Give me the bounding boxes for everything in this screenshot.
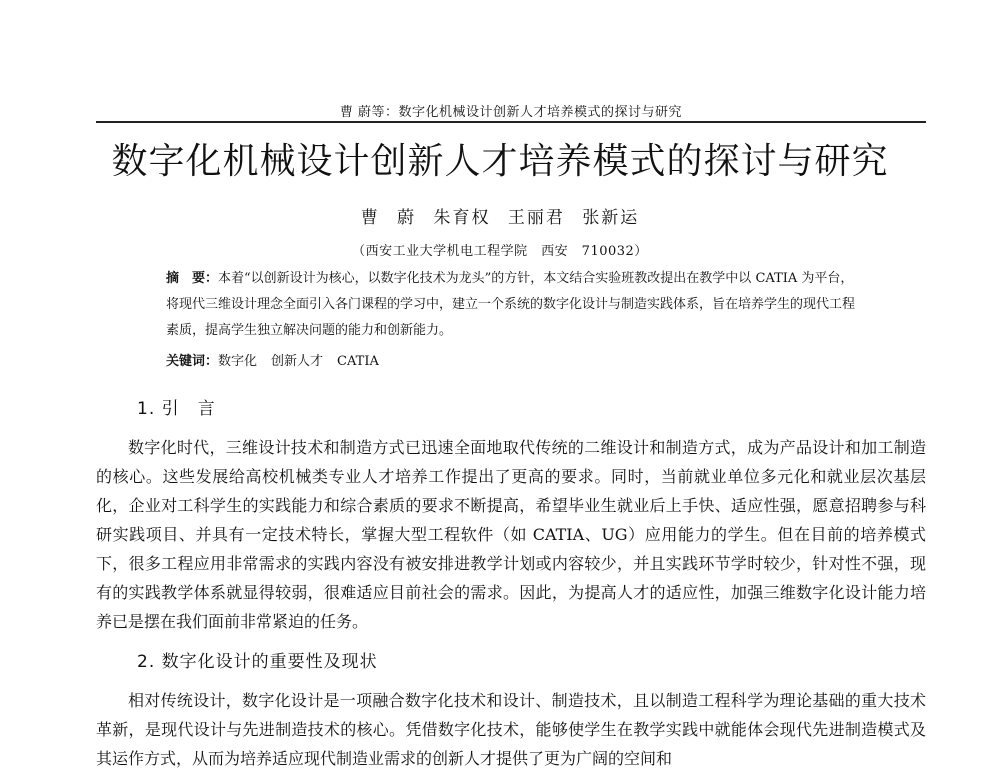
author-list [0, 203, 1000, 228]
author-name: 曹 蔚 [360, 208, 417, 228]
keywords [166, 350, 866, 369]
section-heading-introduction: 1. 引 言 [137, 399, 216, 419]
abstract [166, 266, 866, 344]
abstract-text: 本着“以创新设计为核心，以数字化技术为龙头”的方针，本文结合实验班教改提出在教学中以 CATIA 为平台，将现代三维设计理念全面引入各门课程的学习中，建立一个系统的数字化设计与制造实践体系，旨在培养学生的现代工程素质，提高学生独立解决问题的能力和创新能力。 [166, 271, 856, 338]
header-rule [96, 121, 926, 123]
paragraph: 数字化时代，三维设计技术和制造方式已迅速全面地取代传统的二维设计和制造方式，成为产品设计和加工制造的核心。这些发展给高校机械类专业人才培养工作提出了更高的要求。同时，当前就业单位多元化和就业层次基层化，企业对工科学生的实践能力和综合素质的要求不断提高，希望毕业生就业后上手快、适应性强，愿意招聘参与科研实践项目、并具有一定技术特长，掌握大型工程软件（如 CATIA、UG）应用能力的学生。但在目前的培养模式下，很多工程应用非常需求的实践内容没有被安排进教学计划或内容较少，并且实践环节学时较少，针对性不强，现有的实践教学体系就显得较弱，很难适应目前社会的需求。因此，为提高人才的适应性，加强三维数字化设计能力培养已是摆在我们面前非常紧迫的任务。 [96, 438, 926, 631]
section-body-introduction [96, 433, 926, 636]
keyword: 数字化 [218, 354, 258, 369]
keyword: CATIA [337, 354, 379, 369]
author-name: 朱育权 [433, 208, 491, 228]
paragraph: 相对传统设计，数字化设计是一项融合数字化技术和设计、制造技术，且以制造工程科学为理论基础的重大技术革新，是现代设计与先进制造技术的核心。凭借数字化技术，能够使学生在教学实践中就能体会现代先进制造模式及其运作方式，从而为培养适应现代制造业需求的创新人才提供了更为广阔的空间和 [96, 691, 926, 768]
keywords-label: 关键词： [166, 354, 219, 369]
paper-title: 数字化机械设计创新人才培养模式的探讨与研究 [111, 141, 889, 182]
affiliation: （西安工业大学机电工程学院 西安 710032） [352, 244, 648, 259]
abstract-label: 摘 要： [166, 271, 219, 286]
keyword: 创新人才 [271, 354, 324, 369]
running-header: 曹 蔚等：数字化机械设计创新人才培养模式的探讨与研究 [339, 105, 683, 120]
author-name: 张新运 [582, 208, 640, 228]
author-name: 王丽君 [507, 208, 565, 228]
section-heading-importance: 2. 数字化设计的重要性及现状 [137, 652, 378, 672]
